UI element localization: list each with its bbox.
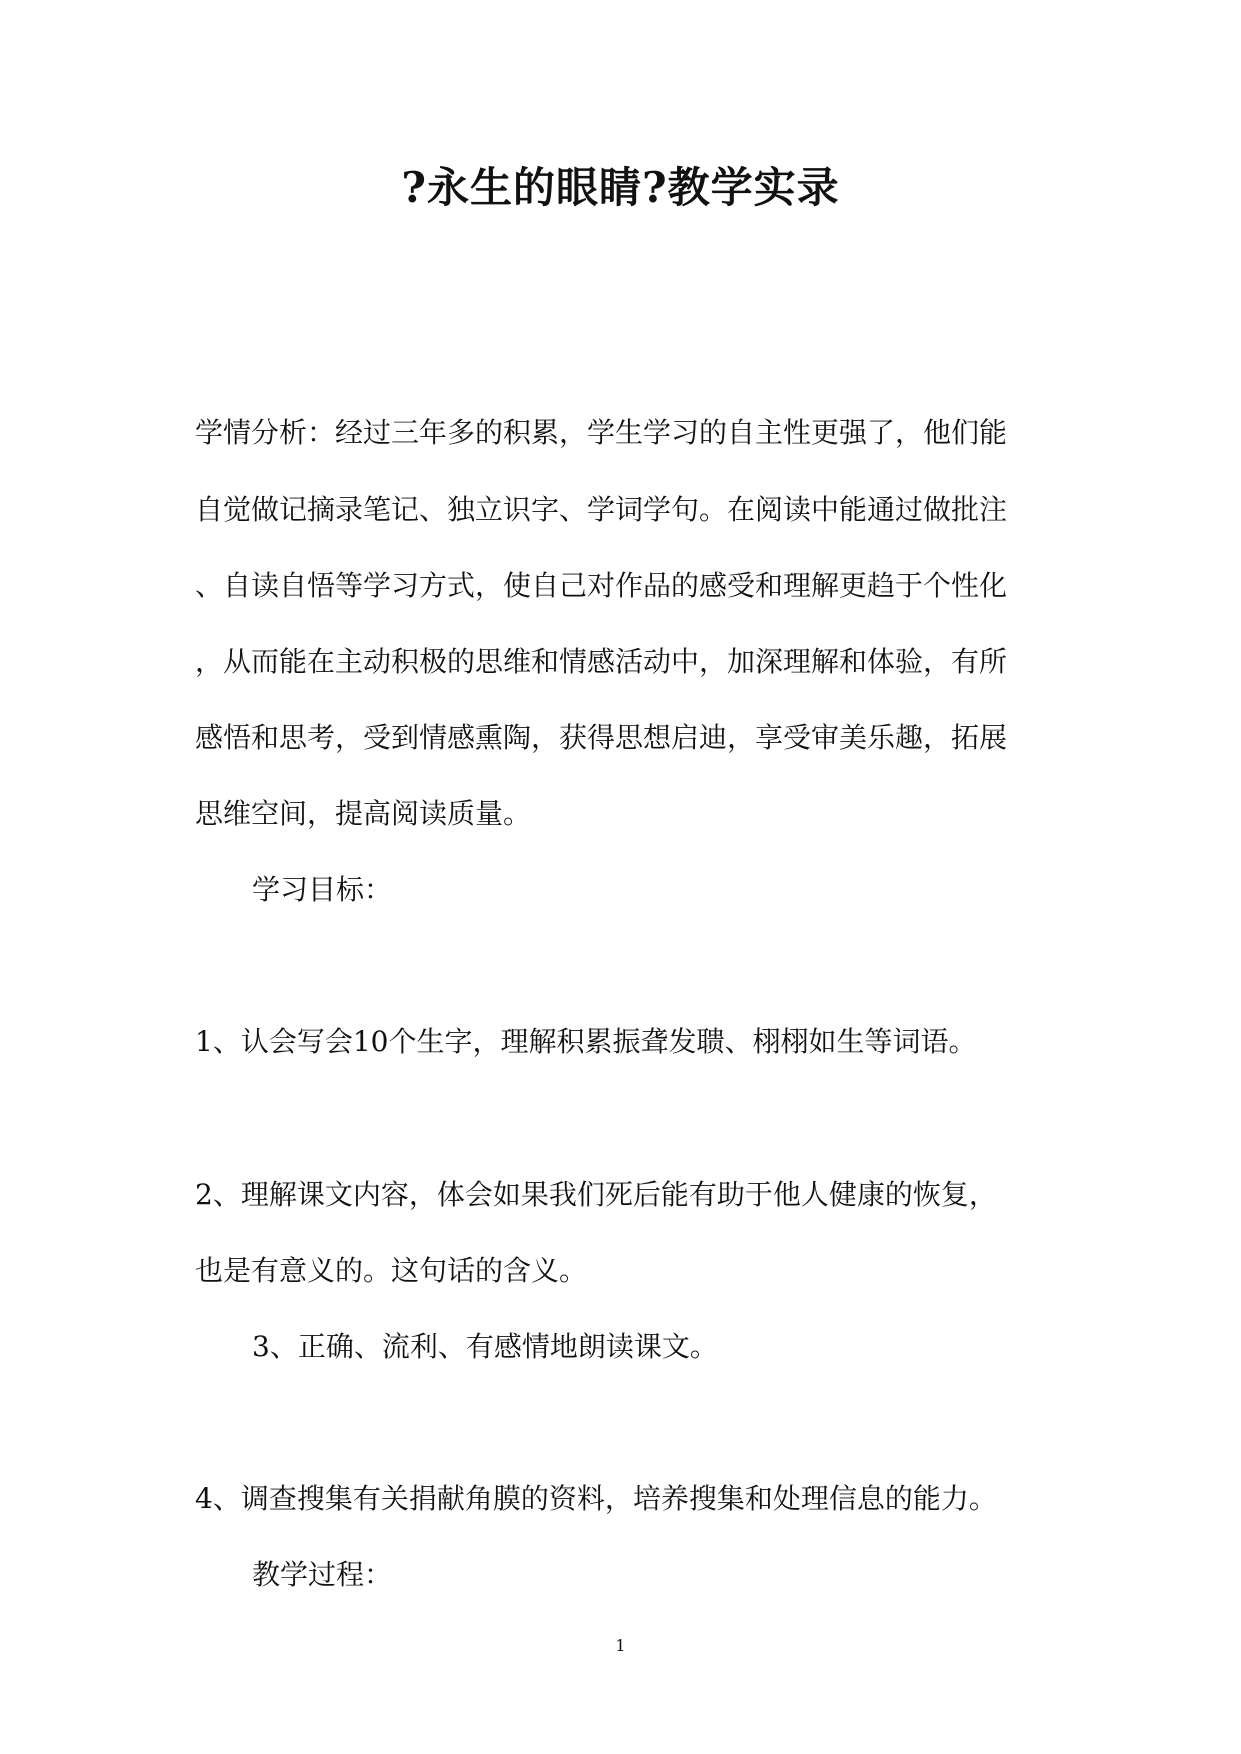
analysis-line-1: 学情分析：经过三年多的积累，学生学习的自主性更强了，他们能 — [195, 416, 1008, 449]
objective-2-line-1: 2、理解课文内容，体会如果我们死后能有助于他人健康的恢复， — [195, 1178, 997, 1211]
analysis-line-2: 自觉做记摘录笔记、独立识字、学词学句。在阅读中能通过做批注 — [195, 493, 1008, 526]
analysis-line-3: 、自读自悟等学习方式，使自己对作品的感受和理解更趋于个性化 — [195, 569, 1008, 602]
page-number: 1 — [615, 1636, 626, 1655]
analysis-line-6: 思维空间，提高阅读质量。 — [195, 797, 532, 830]
analysis-line-4: ，从而能在主动积极的思维和情感活动中，加深理解和体验，有所 — [195, 645, 1008, 678]
objective-3: 3、正确、流利、有感情地朗读课文。 — [252, 1330, 718, 1363]
objective-2-line-2: 也是有意义的。这句话的含义。 — [195, 1254, 588, 1287]
document-title: ?永生的眼睛?教学实录 — [401, 163, 840, 212]
objective-4: 4、调查搜集有关捐献角膜的资料，培养搜集和处理信息的能力。 — [195, 1482, 997, 1515]
objective-1: 1、认会写会10个生字，理解积累振聋发聩、栩栩如生等词语。 — [195, 1025, 977, 1058]
analysis-line-5: 感悟和思考，受到情感熏陶，获得思想启迪，享受审美乐趣，拓展 — [195, 721, 1008, 754]
objectives-heading: 学习目标： — [252, 873, 393, 906]
process-heading: 教学过程： — [252, 1558, 393, 1591]
